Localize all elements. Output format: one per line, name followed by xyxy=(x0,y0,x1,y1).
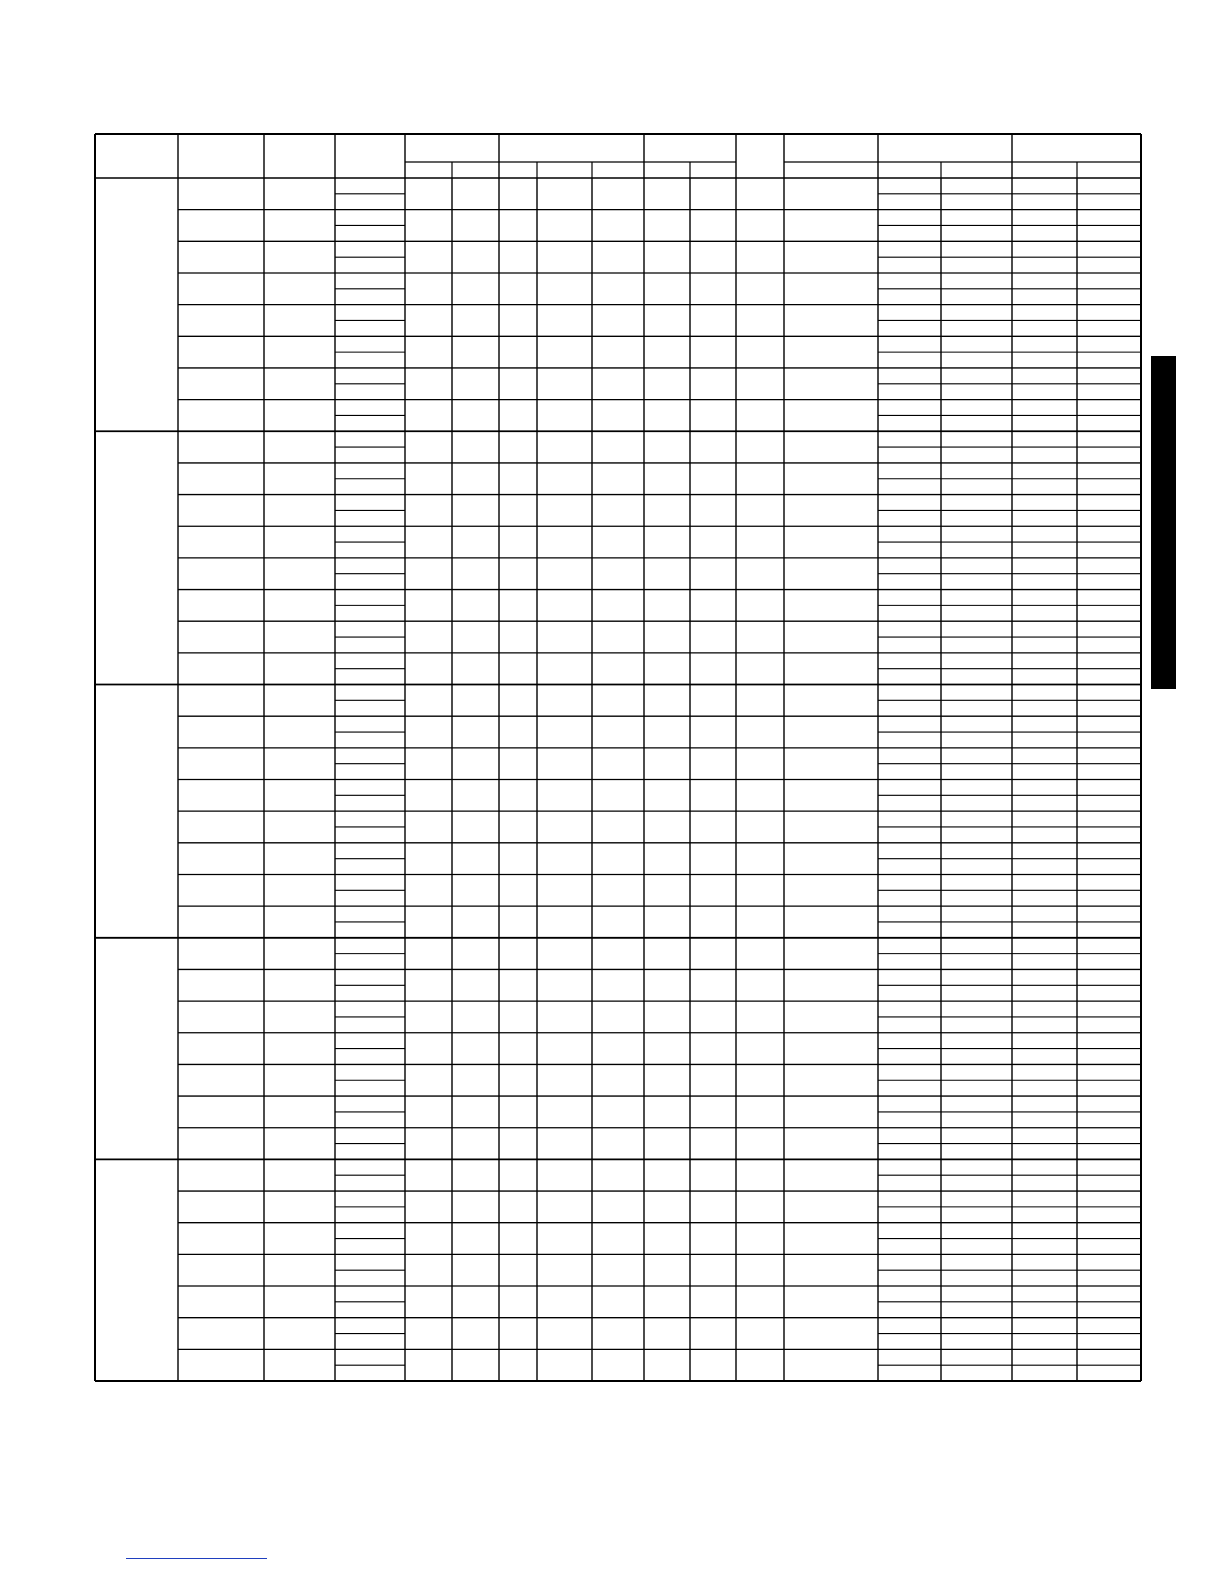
footnote-rule xyxy=(126,1558,267,1559)
section-edge-tab xyxy=(1151,356,1176,689)
